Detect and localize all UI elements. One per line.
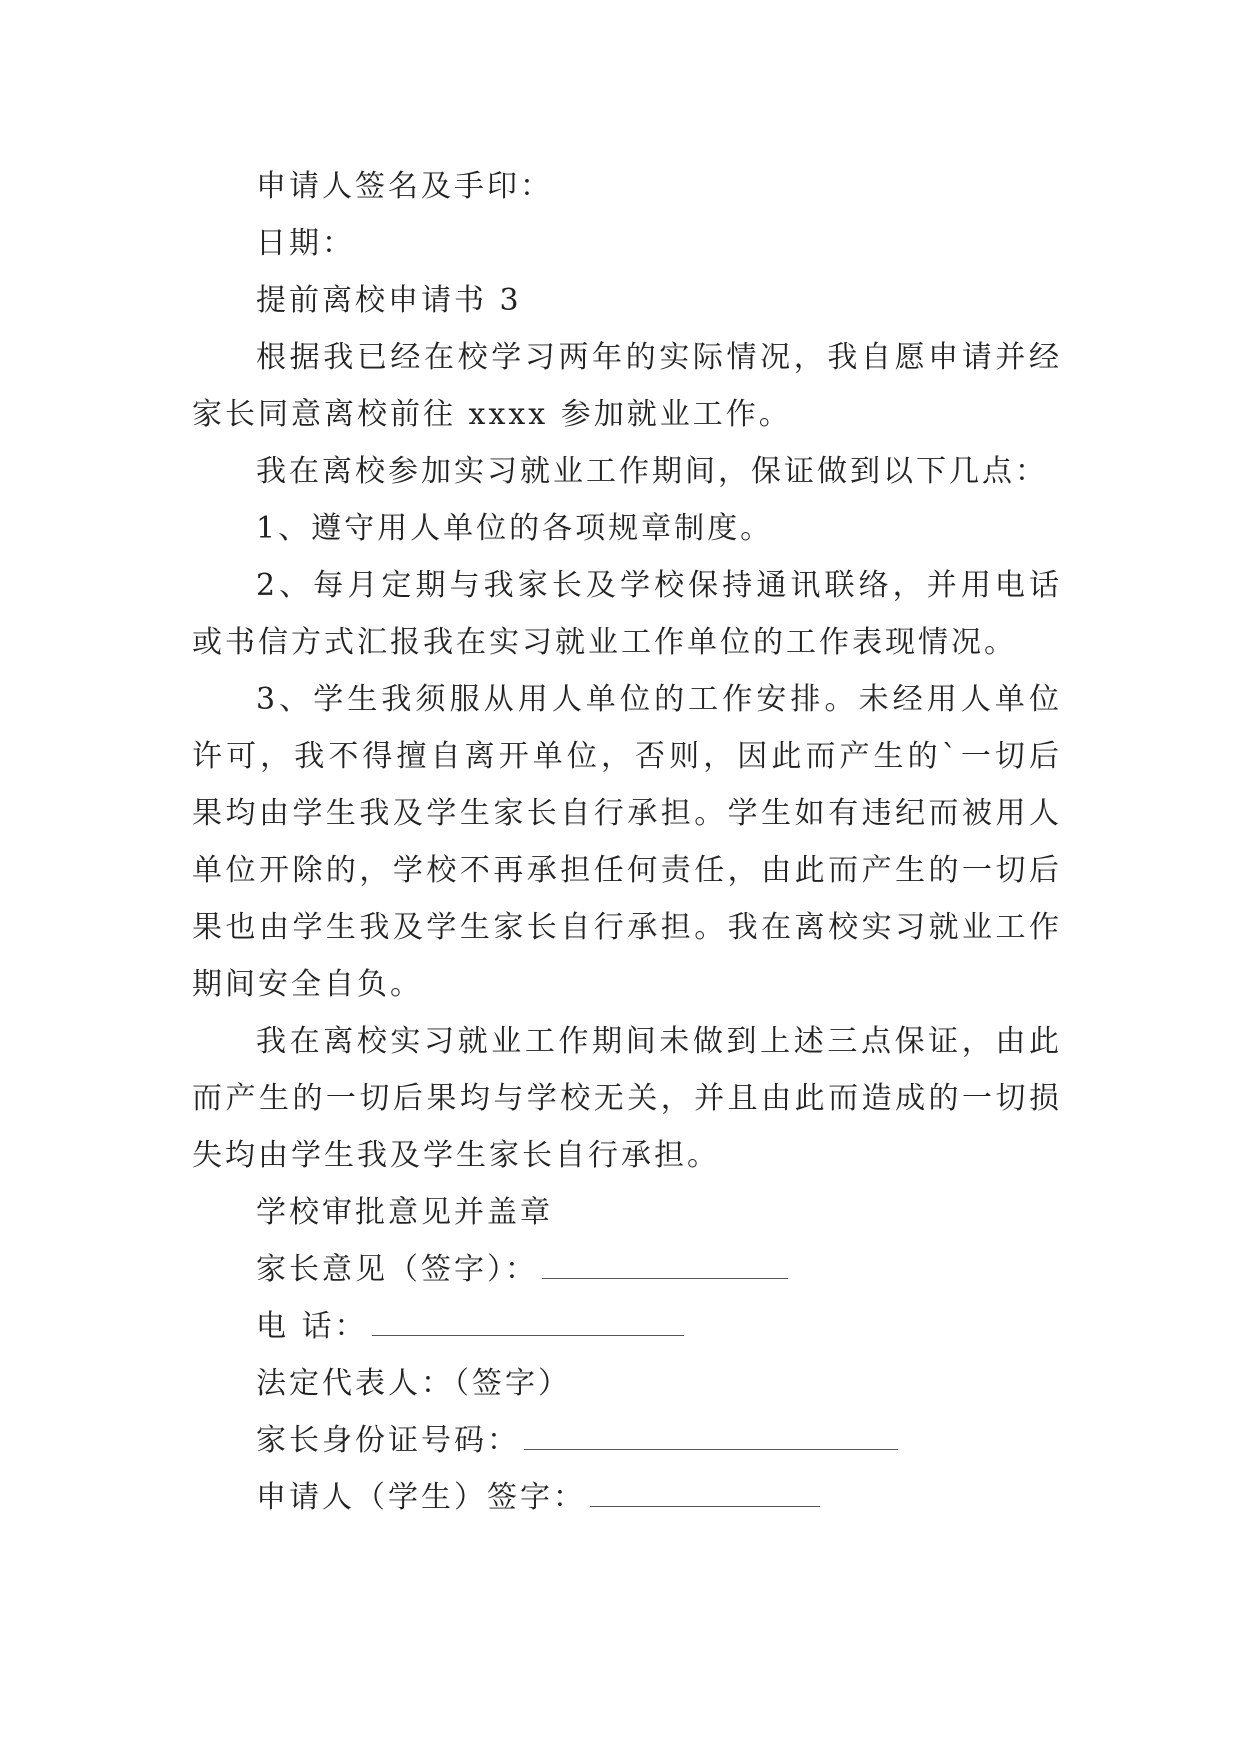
closing-paragraph: 我在离校实习就业工作期间未做到上述三点保证，由此而产生的一切后果均与学校无关，并且由此而造成的一切损失均由学生我及学生家长自行承担。: [192, 1024, 1062, 1173]
applicant-sign-line: 申请人签名及手印：: [256, 169, 553, 204]
point-3: 3、学生我须服从用人单位的工作安排。未经用人单位许可，我不得擅自离开单位，否则，因此而产生的`一切后果均由学生我及学生家长自行承担。学生如有违纪而被用人单位开除的，学校不再承担任何责任，由此而产生的一切后果也由学生我及学生家长自行承担。我在离校实习就业工作期间安全自负。: [192, 682, 1062, 1002]
phone-label: 电 话：: [256, 1309, 368, 1344]
legal-rep-line: 法定代表人：（签字）: [256, 1366, 571, 1401]
date-line: 日期：: [256, 226, 355, 261]
point-2: 2、每月定期与我家长及学校保持通讯联络，并用电话或书信方式汇报我在实习就业工作单位的工作表现情况。: [192, 568, 1062, 660]
parent-id-label: 家长身份证号码：: [256, 1423, 520, 1458]
school-approval-line: 学校审批意见并盖章: [256, 1195, 553, 1230]
parent-id-line: [192, 1412, 1062, 1469]
guarantee-intro: 我在离校参加实习就业工作期间，保证做到以下几点：: [256, 454, 1048, 489]
document-title: 提前离校申请书 3: [256, 283, 522, 318]
phone-field[interactable]: [372, 1309, 684, 1336]
student-signature-field[interactable]: [590, 1480, 820, 1507]
phone-line: [192, 1298, 1062, 1355]
intro-paragraph: 根据我已经在校学习两年的实际情况，我自愿申请并经家长同意离校前往 xxxx 参加就业工作。: [192, 340, 1062, 432]
parent-id-field[interactable]: [524, 1423, 898, 1450]
parent-opinion-line: [192, 1241, 1062, 1298]
parent-opinion-label: 家长意见（签字）：: [256, 1252, 538, 1287]
student-sign-line: [192, 1469, 1062, 1526]
document-body: [192, 158, 1062, 1526]
point-1: 1、遵守用人单位的各项规章制度。: [256, 511, 774, 546]
parent-signature-field[interactable]: [542, 1252, 788, 1279]
student-sign-label: 申请人（学生）签字：: [256, 1480, 586, 1515]
